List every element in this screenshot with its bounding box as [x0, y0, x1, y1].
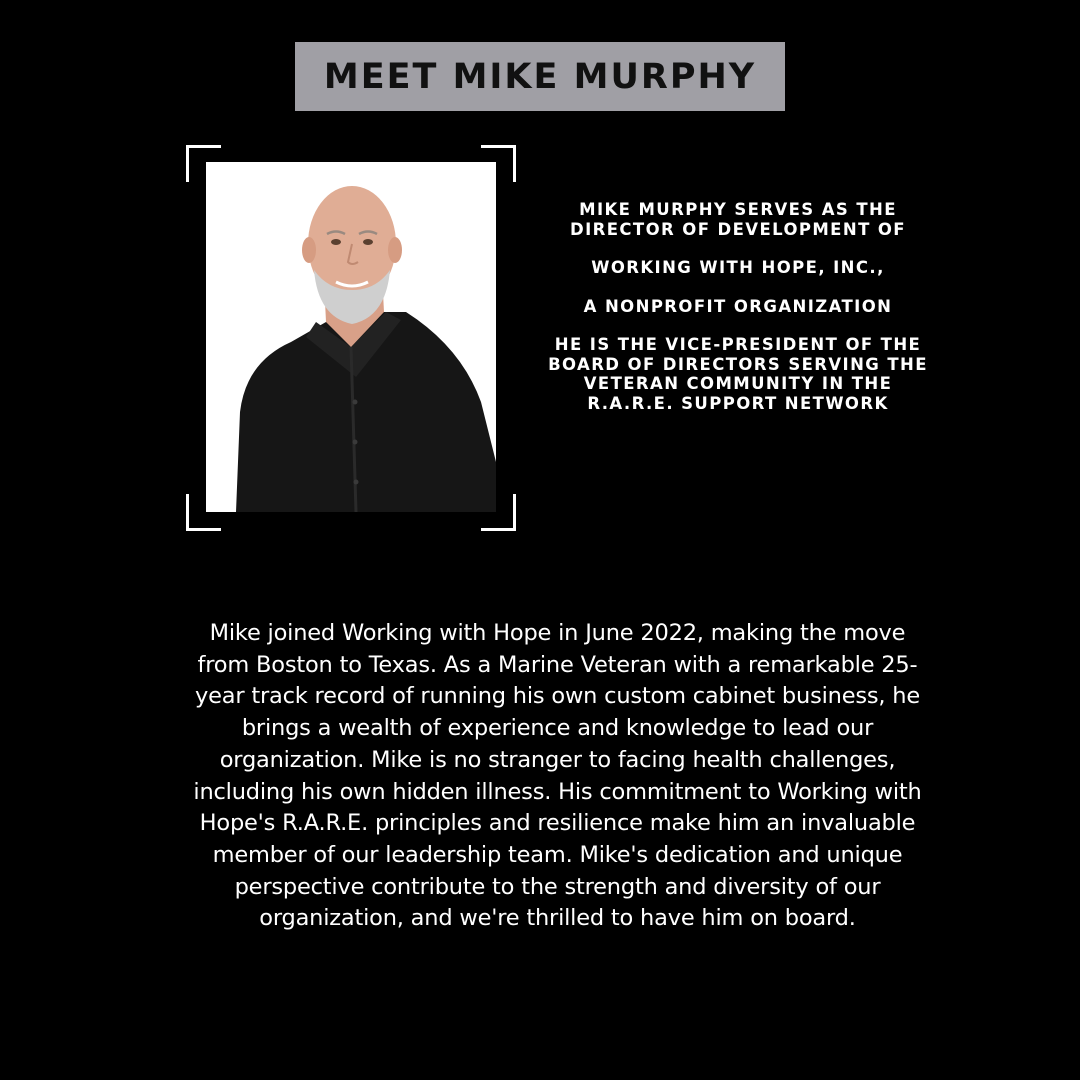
- summary-line-org: WORKING WITH HOPE, INC.,: [591, 258, 885, 277]
- summary-line-role: MIKE MURPHY SERVES AS THE DIRECTOR OF DEVELOPMENT OF: [570, 200, 906, 239]
- portrait-photo: [206, 162, 496, 512]
- bio-paragraph: Mike joined Working with Hope in June 2022, making the move from Boston to Texas. As a Marine Veteran with a remarkable 25-year track record of running his own custom cabinet business, he brings a wealth of experience and knowledge to lead our organization. Mike is no stranger to facing health challenges, including his own hidden illness. His commitment to Working with Hope's R.A.R.E. principles and resilience make him an invaluable member of our leadership team. Mike's dedication and unique perspective contribute to the strength and diversity of our organization, and we're thrilled to have him on board.: [193, 620, 922, 932]
- summary-line-nonprofit: A NONPROFIT ORGANIZATION: [583, 296, 893, 316]
- title-banner: [295, 42, 785, 111]
- page-title: MEET MIKE MURPHY: [323, 56, 757, 97]
- photo-frame: [186, 145, 516, 531]
- summary-text: [548, 200, 928, 432]
- portrait-illustration: [206, 162, 496, 512]
- summary-line-board: HE IS THE VICE-PRESIDENT OF THE BOARD OF DIRECTORS SERVING THE VETERAN COMMUNITY IN THE R.A.R.E. SUPPORT NETWORK: [548, 335, 928, 413]
